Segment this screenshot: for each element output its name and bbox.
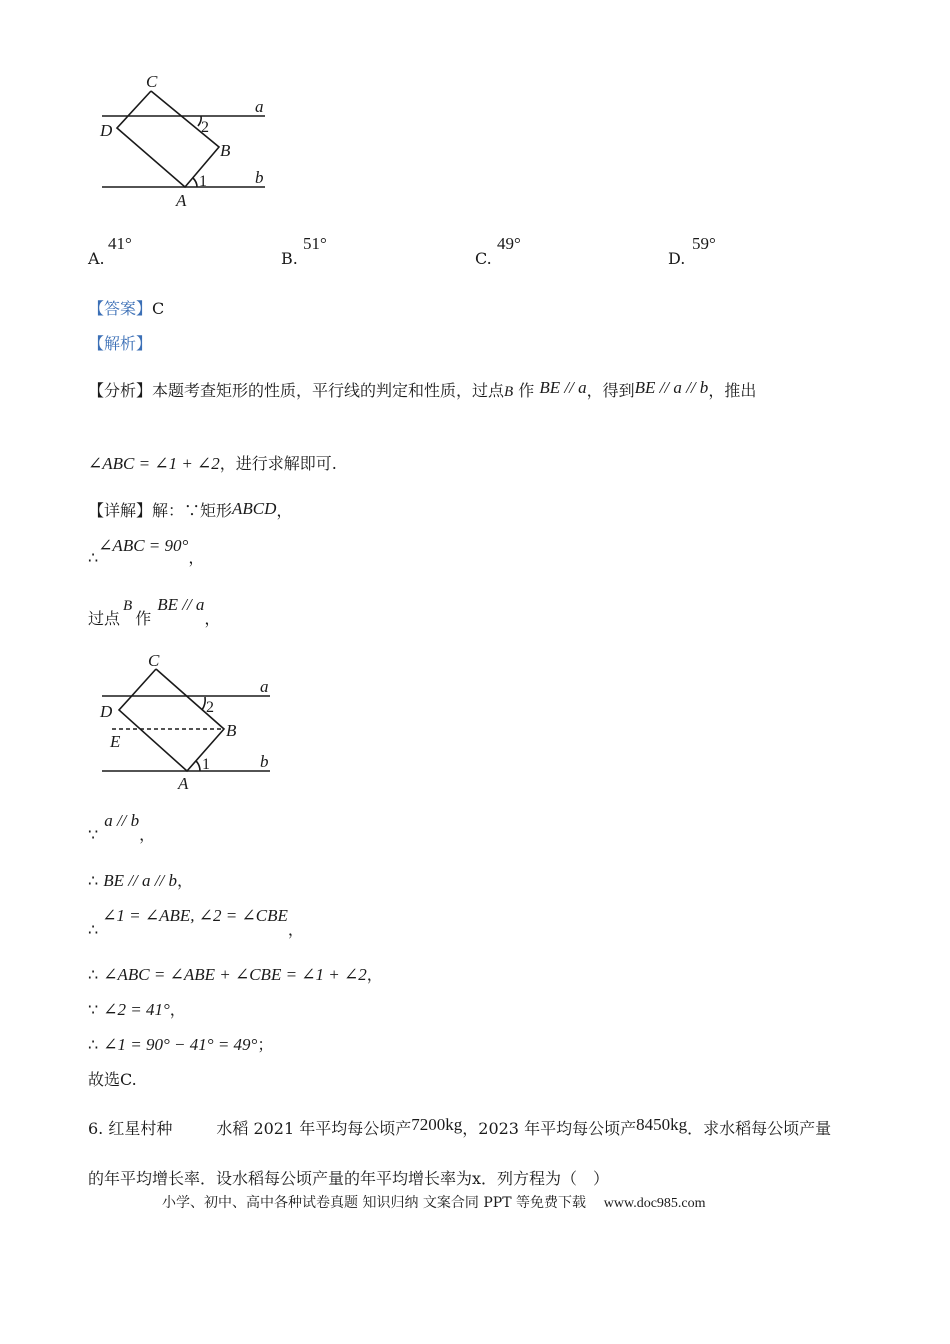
step-6-sym: ∴	[88, 965, 99, 984]
step-4-sym: ∴	[88, 871, 99, 890]
step-1-math: ∠ABC = 90°	[98, 536, 189, 555]
geometry-figure-1	[90, 70, 280, 215]
option-a-label[interactable]: A.	[88, 249, 105, 268]
q6-value1: 7200kg	[411, 1115, 463, 1134]
fenxi-line2-text: ，进行求解即可.	[219, 454, 337, 473]
detail-text: 解：∵矩形	[152, 501, 233, 520]
step-6-math: ∠ABC = ∠ABE + ∠CBE = ∠1 + ∠2	[103, 965, 367, 984]
step-3-end: ，	[139, 825, 156, 844]
detail-abcd: ABCD	[232, 499, 277, 518]
answer-tag: 【答案】	[88, 299, 153, 318]
fenxi-equation: ∠ABC = ∠1 + ∠2	[88, 454, 220, 473]
label-b: b	[255, 168, 264, 187]
option-d-value: 59°	[692, 234, 716, 253]
label-E: E	[110, 732, 121, 751]
step-2	[88, 592, 221, 628]
conclusion: 故选C.	[88, 1070, 137, 1089]
angle-1-arc	[196, 761, 200, 771]
option-d-label[interactable]: D.	[668, 249, 686, 268]
label-D: D	[100, 121, 113, 140]
step-2-b: B	[123, 598, 133, 614]
q6-value2: 8450kg	[636, 1115, 688, 1134]
fenxi-line2	[88, 451, 337, 474]
angle-1-arc	[193, 178, 197, 187]
step-7-math: ∠2 = 41°	[103, 1000, 170, 1019]
step-6	[88, 962, 383, 985]
footer	[162, 1192, 706, 1212]
q6-text2: ，2023 年平均每公顷产	[462, 1119, 637, 1138]
step-8	[88, 1032, 273, 1055]
detail-comma: ，	[276, 501, 293, 520]
detail-tag: 【详解】	[88, 501, 153, 520]
label-angle-1: 1	[199, 173, 207, 190]
step-5-sym: ∴	[88, 920, 99, 939]
q6-number: 6. 红星村种	[88, 1119, 173, 1138]
detail-line	[88, 498, 292, 521]
label-b: b	[260, 752, 269, 771]
step-2-end: ，	[204, 609, 221, 628]
option-c-value: 49°	[497, 234, 521, 253]
answer-line	[88, 296, 164, 319]
label-A: A	[178, 774, 189, 793]
question-6-line2: 的年平均增长率．设水稻每公顷产量的年平均增长率为x．列方程为（ ）	[88, 1169, 610, 1188]
footer-url[interactable]: www.doc985.com	[603, 1196, 706, 1211]
label-D: D	[100, 702, 113, 721]
angle-2-arc	[202, 697, 205, 710]
step-6-end: ，	[366, 965, 383, 984]
question-6-line1	[88, 1116, 831, 1139]
step-1	[88, 533, 205, 567]
step-2-text2: 作	[135, 609, 152, 628]
fenxi-tag: 【分析】	[88, 381, 153, 400]
q6-text1: 水稻 2021 年平均每公顷产	[216, 1119, 412, 1138]
step-2-text1: 过点	[88, 609, 121, 628]
fenxi-text1: 本题考查矩形的性质，平行线的判定和性质，过点	[152, 381, 505, 400]
step-7-sym: ∵	[88, 1000, 99, 1019]
fenxi-line	[88, 378, 756, 401]
step-1-end: ，	[188, 548, 205, 567]
step-8-sym: ∴	[88, 1035, 99, 1054]
fenxi-be-a-b: BE // a // b	[634, 378, 709, 397]
answer-value: C	[152, 299, 165, 318]
step-5	[88, 903, 304, 939]
step-3	[88, 808, 156, 844]
fenxi-point-b: B	[504, 384, 514, 400]
fenxi-zuo: 作	[518, 381, 535, 400]
option-b-value: 51°	[303, 234, 327, 253]
fenxi-text2: ，得到	[586, 381, 635, 400]
option-b-label[interactable]: B.	[281, 249, 298, 268]
step-5-math: ∠1 = ∠ABE, ∠2 = ∠CBE	[102, 906, 288, 925]
step-4-math: BE // a // b	[103, 871, 177, 890]
geometry-figure-2	[90, 650, 285, 795]
q6-text3: ．求水稻每公顷产量	[687, 1119, 832, 1138]
label-angle-2: 2	[201, 119, 209, 136]
option-a-value: 41°	[108, 234, 132, 253]
step-7-end: ，	[169, 1000, 186, 1019]
analysis-tag: 【解析】	[88, 334, 153, 353]
step-3-math: a // b	[104, 811, 140, 830]
label-angle-1: 1	[202, 756, 210, 773]
step-8-end: ；	[257, 1035, 274, 1054]
fenxi-be-a: BE // a	[539, 378, 587, 397]
step-7	[88, 997, 186, 1020]
label-a: a	[255, 97, 264, 116]
label-C: C	[146, 72, 158, 91]
step-5-end: ，	[287, 920, 304, 939]
step-4-end: ，	[176, 871, 193, 890]
option-c-label[interactable]: C.	[475, 249, 492, 268]
step-2-math: BE // a	[157, 595, 205, 614]
label-angle-2: 2	[206, 699, 214, 716]
step-1-sym: ∴	[88, 548, 99, 567]
label-B: B	[226, 721, 237, 740]
step-3-sym: ∵	[88, 825, 99, 844]
footer-text: 小学、初中、高中各种试卷真题 知识归纳 文案合同 PPT 等免费下载	[162, 1195, 586, 1211]
fenxi-text3: ，推出	[708, 381, 757, 400]
step-8-math: ∠1 = 90° − 41° = 49°	[103, 1035, 258, 1054]
label-A: A	[176, 191, 187, 210]
label-C: C	[148, 651, 160, 670]
label-B: B	[220, 141, 231, 160]
step-4	[88, 868, 193, 891]
label-a: a	[260, 677, 269, 696]
